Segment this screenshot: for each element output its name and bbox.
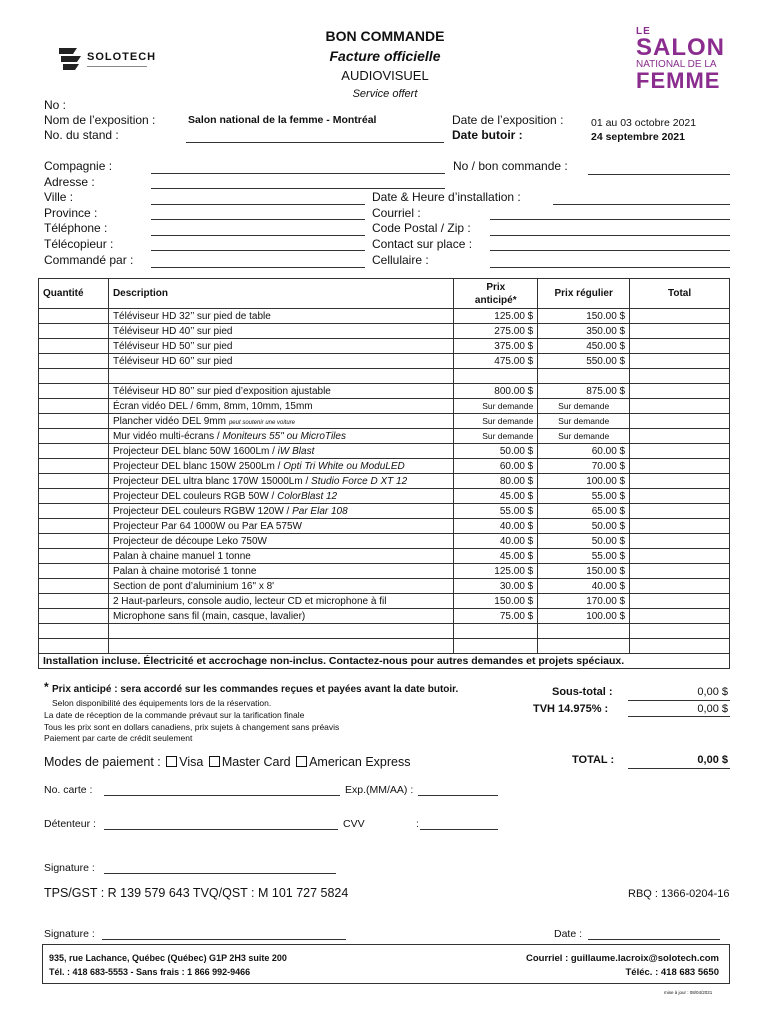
bottom-date-field[interactable] xyxy=(588,939,720,940)
description-cell xyxy=(108,384,453,399)
prix-regulier-cell: 350.00 $ xyxy=(538,324,630,339)
total-cell[interactable] xyxy=(630,474,730,489)
description-cell xyxy=(108,624,453,639)
prix-regulier-cell: 550.00 $ xyxy=(538,354,630,369)
prix-anticipe-cell: 40.00 $ xyxy=(454,534,538,549)
total-cell[interactable] xyxy=(630,399,730,414)
contact-box xyxy=(42,944,730,984)
total-cell[interactable] xyxy=(630,579,730,594)
qty-cell[interactable] xyxy=(39,579,109,594)
document-title: BON COMMANDE xyxy=(325,28,445,44)
prix-regulier-cell: 450.00 $ xyxy=(538,339,630,354)
description-cell xyxy=(108,534,453,549)
note-line-1: Selon disponibilité des équipements lors de la réservation. xyxy=(52,698,272,708)
prix-anticipe-cell: Sur demande xyxy=(454,399,538,414)
note-prix-anticipe: Prix anticipé : sera accordé sur les commandes reçues et payées avant la date butoir. xyxy=(52,684,459,695)
prix-anticipe-cell: 45.00 $ xyxy=(454,489,538,504)
prix-anticipe-cell: Sur demande xyxy=(454,414,538,429)
postal-label: Code Postal / Zip : xyxy=(372,221,471,235)
prix-regulier-cell: 70.00 $ xyxy=(538,459,630,474)
description-cell xyxy=(108,429,453,444)
amex-checkbox[interactable] xyxy=(296,756,307,767)
no-label: No : xyxy=(44,98,67,112)
item-model: Opti Tri White ou ModuLED xyxy=(283,460,405,472)
deadline-label: Date butoir : xyxy=(452,128,523,142)
cell-field[interactable] xyxy=(490,267,730,268)
province-label: Province : xyxy=(44,206,98,220)
solotech-wordmark: SOLOTECH xyxy=(87,51,157,63)
solotech-logo xyxy=(55,42,155,76)
description-cell xyxy=(108,519,453,534)
prix-anticipe-cell: 40.00 $ xyxy=(454,519,538,534)
holder-label: Détenteur : xyxy=(44,818,96,830)
expo-date-value: 01 au 03 octobre 2021 xyxy=(591,117,697,129)
total-cell[interactable] xyxy=(630,309,730,324)
table-row xyxy=(39,459,730,474)
table-row xyxy=(39,399,730,414)
table-row xyxy=(39,594,730,609)
email-label: Courriel : xyxy=(372,206,421,220)
note-line-4: Paiement par carte de crédit seulement xyxy=(44,733,193,743)
payment-modes xyxy=(44,755,411,769)
updated-date: mise à jour : 08/04/2021 xyxy=(664,990,713,995)
col-prix-anticipe-header: Prix anticipé* xyxy=(454,279,538,309)
total-cell[interactable] xyxy=(630,564,730,579)
prix-regulier-cell: 65.00 $ xyxy=(538,504,630,519)
ordered-by-field[interactable] xyxy=(151,267,365,268)
description-cell xyxy=(108,309,453,324)
prix-anticipe-cell: 55.00 $ xyxy=(454,504,538,519)
qty-cell[interactable] xyxy=(39,564,109,579)
prix-anticipe-cell: 75.00 $ xyxy=(454,609,538,624)
item-description: Projecteur DEL couleurs RGBW 120W / xyxy=(112,505,293,517)
cell-label: Cellulaire : xyxy=(372,253,429,267)
description-cell xyxy=(108,339,453,354)
company-address: 935, rue Lachance, Québec (Québec) G1P 2H3 suite 200 xyxy=(49,953,287,963)
table-row xyxy=(39,384,730,399)
salon-logo-salon: SALON xyxy=(636,34,725,61)
total-cell[interactable] xyxy=(630,549,730,564)
prix-regulier-cell: 100.00 $ xyxy=(538,609,630,624)
description-cell xyxy=(108,489,453,504)
po-number-field[interactable] xyxy=(588,174,730,175)
deadline-value: 24 septembre 2021 xyxy=(591,131,685,143)
total-cell[interactable] xyxy=(630,444,730,459)
document-subtitle: Facture officielle xyxy=(329,48,441,64)
prix-anticipe-cell: 800.00 $ xyxy=(454,384,538,399)
prix-regulier-cell: 875.00 $ xyxy=(538,384,630,399)
subtotal-label: Sous-total : xyxy=(552,686,613,698)
expo-date-label: Date de l’exposition : xyxy=(452,113,564,127)
description-cell xyxy=(108,399,453,414)
city-label: Ville : xyxy=(44,190,74,204)
prix-anticipe-cell: Sur demande xyxy=(454,429,538,444)
qty-cell[interactable] xyxy=(39,309,109,324)
prix-regulier-cell: 170.00 $ xyxy=(538,594,630,609)
payment-label: Modes de paiement : xyxy=(44,755,161,769)
prix-regulier-cell xyxy=(538,369,630,384)
table-row xyxy=(39,309,730,324)
prix-regulier-cell: 60.00 $ xyxy=(538,444,630,459)
bottom-signature-label: Signature : xyxy=(44,928,95,940)
install-datetime-label: Date & Heure d’installation : xyxy=(372,190,521,204)
prix-regulier-cell: Sur demande xyxy=(538,429,630,444)
qty-cell[interactable] xyxy=(39,354,109,369)
note-line-3: Tous les prix sont en dollars canadiens, prix sujets à changement sans préavis xyxy=(44,722,340,732)
cvv-colon: : xyxy=(416,818,419,830)
item-description: Palan à chaine motorisé 1 tonne xyxy=(112,565,257,577)
description-cell xyxy=(108,369,453,384)
stand-label: No. du stand : xyxy=(44,128,119,142)
total-cell[interactable] xyxy=(630,489,730,504)
item-model: Par Elar 108 xyxy=(292,505,348,517)
prix-anticipe-cell: 475.00 $ xyxy=(454,354,538,369)
exp-field[interactable] xyxy=(418,795,498,796)
table-row xyxy=(39,444,730,459)
total-cell[interactable] xyxy=(630,384,730,399)
table-row xyxy=(39,519,730,534)
item-description: 2 Haut-parleurs, console audio, lecteur CD et microphone à fil xyxy=(112,595,387,607)
col-total-header: Total xyxy=(630,279,730,309)
table-row xyxy=(39,414,730,429)
stand-field[interactable] xyxy=(186,142,444,143)
address-field[interactable] xyxy=(151,188,445,189)
prix-anticipe-cell: 375.00 $ xyxy=(454,339,538,354)
mastercard-checkbox[interactable] xyxy=(209,756,220,767)
total-cell[interactable] xyxy=(630,369,730,384)
description-cell xyxy=(108,459,453,474)
cvv-field[interactable] xyxy=(420,829,498,830)
postal-field[interactable] xyxy=(490,235,730,236)
total-cell[interactable] xyxy=(630,354,730,369)
city-field[interactable] xyxy=(151,204,365,205)
prix-anticipe-cell: 30.00 $ xyxy=(454,579,538,594)
table-row xyxy=(39,639,730,654)
province-field[interactable] xyxy=(151,219,365,220)
fax-field[interactable] xyxy=(151,250,365,251)
description-cell xyxy=(108,594,453,609)
item-model: ColorBlast 12 xyxy=(277,490,338,502)
table-row xyxy=(39,369,730,384)
service-label: Service offert xyxy=(352,88,418,100)
prix-regulier-cell: Sur demande xyxy=(538,399,630,414)
item-description: Téléviseur HD 60’’ sur pied xyxy=(112,355,233,367)
mastercard-label: Master Card xyxy=(221,755,291,769)
salon-femme-logo xyxy=(636,26,736,93)
table-row xyxy=(39,339,730,354)
phone-field[interactable] xyxy=(151,235,365,236)
item-description: Téléviseur HD 32’’ sur pied de table xyxy=(112,310,271,322)
total-cell[interactable] xyxy=(630,459,730,474)
qty-cell[interactable] xyxy=(39,549,109,564)
tax-numbers: TPS/GST : R 139 579 643 TVQ/QST : M 101 727 5824 xyxy=(44,886,349,900)
qty-cell[interactable] xyxy=(39,339,109,354)
prix-anticipe-cell: 45.00 $ xyxy=(454,549,538,564)
item-description: Projecteur DEL blanc 50W 1600Lm / xyxy=(112,445,278,457)
prix-anticipe-cell: 125.00 $ xyxy=(454,309,538,324)
table-row xyxy=(39,624,730,639)
expo-name-value: Salon national de la femme - Montréal xyxy=(188,114,377,126)
prix-anticipe-cell: 150.00 $ xyxy=(454,594,538,609)
qty-cell[interactable] xyxy=(39,489,109,504)
table-row xyxy=(39,324,730,339)
item-description: Palan à chaine manuel 1 tonne xyxy=(112,550,251,562)
ordered-by-label: Commandé par : xyxy=(44,253,134,267)
address-label: Adresse : xyxy=(44,175,95,189)
qty-cell[interactable] xyxy=(39,459,109,474)
description-cell xyxy=(108,609,453,624)
item-description: Mur vidéo multi-écrans / xyxy=(112,430,223,442)
table-row xyxy=(39,489,730,504)
description-cell xyxy=(108,579,453,594)
amex-label: American Express xyxy=(309,755,411,769)
email-field[interactable] xyxy=(490,219,730,220)
card-no-label: No. carte : xyxy=(44,784,93,796)
item-description: Téléviseur HD 50’’ sur pied xyxy=(112,340,233,352)
total-label: TOTAL : xyxy=(572,754,615,766)
tvh-label: TVH 14.975% : xyxy=(533,703,609,715)
item-description: Projecteur de découpe Leko 750W xyxy=(112,535,267,547)
qty-cell[interactable] xyxy=(39,639,109,654)
prix-anticipe-cell: 125.00 $ xyxy=(454,564,538,579)
subtotal-value: 0,00 $ xyxy=(697,686,728,698)
contact-label: Contact sur place : xyxy=(372,237,473,251)
qty-cell[interactable] xyxy=(39,504,109,519)
item-description: Projecteur DEL blanc 150W 2500Lm / xyxy=(112,460,284,472)
item-description: Plancher vidéo DEL 9mm xyxy=(112,415,226,427)
rbq-number: RBQ : 1366-0204-16 xyxy=(628,888,730,900)
total-cell[interactable] xyxy=(630,594,730,609)
prix-regulier-cell: Sur demande xyxy=(538,414,630,429)
description-cell xyxy=(108,639,453,654)
description-cell xyxy=(108,414,453,429)
company-email: Courriel : guillaume.lacroix@solotech.com xyxy=(526,953,719,964)
prix-regulier-cell xyxy=(538,639,630,654)
table-row xyxy=(39,429,730,444)
qty-cell[interactable] xyxy=(39,414,109,429)
salon-logo-national: NATIONAL DE LA xyxy=(636,59,717,70)
qty-cell[interactable] xyxy=(39,594,109,609)
item-model: Moniteurs 55" ou MicroTiles xyxy=(222,430,346,442)
item-description: Projecteur DEL ultra blanc 170W 15000Lm / xyxy=(112,475,312,487)
item-description: Téléviseur HD 80’’ sur pied d’exposition ajustable xyxy=(112,385,331,397)
prix-anticipe-cell: 60.00 $ xyxy=(454,459,538,474)
table-row xyxy=(39,564,730,579)
qty-cell[interactable] xyxy=(39,429,109,444)
prix-anticipe-cell xyxy=(454,639,538,654)
prix-regulier-cell: 55.00 $ xyxy=(538,549,630,564)
note-line-2: La date de réception de la commande prévaut sur la tarification finale xyxy=(44,710,305,720)
total-cell[interactable] xyxy=(630,414,730,429)
total-cell[interactable] xyxy=(630,639,730,654)
bottom-date-label: Date : xyxy=(554,928,583,940)
payment-signature-field[interactable] xyxy=(104,873,336,874)
qty-cell[interactable] xyxy=(39,399,109,414)
description-cell xyxy=(108,504,453,519)
qty-cell[interactable] xyxy=(39,609,109,624)
item-description: Téléviseur HD 40’’ sur pied xyxy=(112,325,233,337)
visa-label: Visa xyxy=(179,755,204,769)
table-row xyxy=(39,579,730,594)
description-cell xyxy=(108,564,453,579)
visa-checkbox[interactable] xyxy=(166,756,177,767)
item-description: Projecteur DEL couleurs RGB 50W / xyxy=(112,490,278,502)
phone-label: Téléphone : xyxy=(44,221,108,235)
total-cell[interactable] xyxy=(630,339,730,354)
item-model: Studio Force D XT 12 xyxy=(311,475,408,487)
salon-logo-le: LE xyxy=(636,26,651,37)
description-cell xyxy=(108,549,453,564)
prix-regulier-cell: 150.00 $ xyxy=(538,564,630,579)
prix-anticipe-cell: 50.00 $ xyxy=(454,444,538,459)
table-footer-note: Installation incluse. Électricité et accrochage non-inclus. Contactez-nous pour autres demandes et projets spéciaux. xyxy=(39,654,730,669)
qty-cell[interactable] xyxy=(39,519,109,534)
total-cell[interactable] xyxy=(630,519,730,534)
qty-cell[interactable] xyxy=(39,534,109,549)
prix-regulier-cell: 40.00 $ xyxy=(538,579,630,594)
cvv-label: CVV xyxy=(343,818,365,830)
table-row xyxy=(39,504,730,519)
expo-name-label: Nom de l’exposition : xyxy=(44,113,156,127)
item-description: Écran vidéo DEL / 6mm, 8mm, 10mm, 15mm xyxy=(112,400,313,412)
col-qty-header: Quantité xyxy=(39,279,109,309)
total-cell[interactable] xyxy=(630,324,730,339)
description-cell xyxy=(108,324,453,339)
total-value: 0,00 $ xyxy=(697,754,728,766)
qty-cell[interactable] xyxy=(39,624,109,639)
payment-signature-label: Signature : xyxy=(44,862,95,874)
qty-cell[interactable] xyxy=(39,444,109,459)
bottom-signature-field[interactable] xyxy=(102,939,346,940)
prix-regulier-cell: 50.00 $ xyxy=(538,519,630,534)
table-row xyxy=(39,609,730,624)
fax-label: Télécopieur : xyxy=(44,237,114,251)
card-no-field[interactable] xyxy=(104,795,340,796)
solotech-icon xyxy=(55,44,85,74)
col-prix-regulier-header: Prix régulier xyxy=(538,279,630,309)
description-cell xyxy=(108,354,453,369)
table-row xyxy=(39,474,730,489)
prix-regulier-cell: 55.00 $ xyxy=(538,489,630,504)
prix-anticipe-cell: 275.00 $ xyxy=(454,324,538,339)
prix-anticipe-cell xyxy=(454,624,538,639)
prix-regulier-cell: 50.00 $ xyxy=(538,534,630,549)
description-cell xyxy=(108,474,453,489)
total-cell[interactable] xyxy=(630,624,730,639)
qty-cell[interactable] xyxy=(39,324,109,339)
qty-cell[interactable] xyxy=(39,384,109,399)
col-desc-header: Description xyxy=(108,279,453,309)
company-fax: Téléc. : 418 683 5650 xyxy=(625,967,719,978)
table-row xyxy=(39,534,730,549)
prix-anticipe-cell: 80.00 $ xyxy=(454,474,538,489)
item-description: Section de pont d’aluminium 16" x 8' xyxy=(112,580,275,592)
total-cell[interactable] xyxy=(630,429,730,444)
qty-cell[interactable] xyxy=(39,474,109,489)
department-label: AUDIOVISUEL xyxy=(341,68,429,83)
qty-cell[interactable] xyxy=(39,369,109,384)
item-note: peut soutenir une voiture xyxy=(228,419,296,426)
install-datetime-field[interactable] xyxy=(553,204,730,205)
table-row xyxy=(39,354,730,369)
table-row xyxy=(39,549,730,564)
total-cell[interactable] xyxy=(630,534,730,549)
description-cell xyxy=(108,444,453,459)
holder-field[interactable] xyxy=(104,829,338,830)
prix-regulier-cell xyxy=(538,624,630,639)
company-field[interactable] xyxy=(151,173,445,174)
tvh-value: 0,00 $ xyxy=(697,703,728,715)
company-phones: Tél. : 418 683-5553 - Sans frais : 1 866 992-9466 xyxy=(49,967,251,977)
total-cell[interactable] xyxy=(630,504,730,519)
prix-regulier-cell: 100.00 $ xyxy=(538,474,630,489)
note-star: * xyxy=(44,680,49,694)
exp-label: Exp.(MM/AA) : xyxy=(345,784,414,796)
items-table xyxy=(38,278,730,669)
prix-anticipe-cell xyxy=(454,369,538,384)
item-description: Projecteur Par 64 1000W ou Par EA 575W xyxy=(112,520,302,532)
contact-field[interactable] xyxy=(490,250,730,251)
prix-regulier-cell: 150.00 $ xyxy=(538,309,630,324)
item-model: iW Blast xyxy=(277,445,315,457)
total-cell[interactable] xyxy=(630,609,730,624)
company-label: Compagnie : xyxy=(44,159,113,173)
salon-logo-femme: FEMME xyxy=(636,68,721,93)
item-description: Microphone sans fil (main, casque, lavalier) xyxy=(112,610,306,622)
po-number-label: No / bon commande : xyxy=(453,159,568,173)
